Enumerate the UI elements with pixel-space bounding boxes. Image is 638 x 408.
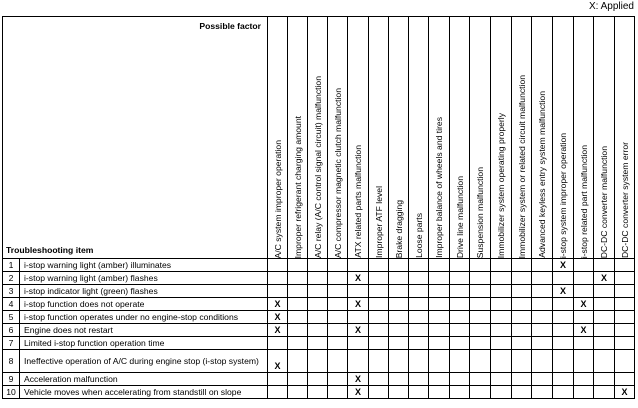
- row-number: 7: [3, 337, 20, 350]
- matrix-cell: [389, 373, 409, 386]
- applied-mark: X: [268, 324, 288, 337]
- matrix-cell: [470, 386, 491, 399]
- table-row: [3, 285, 635, 298]
- applied-mark: X: [348, 386, 369, 399]
- matrix-cell: [268, 373, 288, 386]
- factor-header-13: [512, 17, 532, 259]
- factor-label: Immobilizer system operating properly: [496, 112, 506, 258]
- table-row: [3, 311, 635, 324]
- matrix-cell: [553, 373, 574, 386]
- factor-label: Brake dragging: [393, 199, 404, 258]
- matrix-cell: [288, 259, 308, 272]
- matrix-cell: [328, 373, 348, 386]
- factor-header-7: [389, 17, 409, 259]
- factor-header-16: [574, 17, 594, 259]
- matrix-cell: [288, 285, 308, 298]
- factor-header-6: [369, 17, 389, 259]
- matrix-cell: [268, 259, 288, 272]
- factor-label: ATX related parts malfunction: [353, 145, 363, 258]
- matrix-cell: [491, 311, 512, 324]
- matrix-cell: [615, 285, 635, 298]
- row-number: 6: [3, 324, 20, 337]
- matrix-cell: [308, 272, 328, 285]
- matrix-cell: [450, 386, 470, 399]
- matrix-cell: [532, 337, 553, 350]
- matrix-cell: [574, 272, 594, 285]
- matrix-cell: [450, 324, 470, 337]
- matrix-cell: [348, 337, 369, 350]
- matrix-cell: [308, 259, 328, 272]
- applied-mark: X: [268, 311, 288, 324]
- matrix-cell: [328, 386, 348, 399]
- matrix-cell: [328, 298, 348, 311]
- matrix-cell: [470, 350, 491, 373]
- possible-factor-label: Possible factor: [199, 21, 261, 31]
- factor-label: Loose parts: [413, 213, 424, 258]
- matrix-cell: [470, 337, 491, 350]
- matrix-cell: [308, 311, 328, 324]
- matrix-cell: [553, 350, 574, 373]
- matrix-cell: [308, 373, 328, 386]
- matrix-cell: [491, 386, 512, 399]
- matrix-cell: [369, 373, 389, 386]
- matrix-cell: [553, 337, 574, 350]
- matrix-cell: [491, 324, 512, 337]
- matrix-cell: [574, 386, 594, 399]
- header-corner-cell: [3, 17, 268, 259]
- table-row: [3, 298, 635, 311]
- matrix-cell: [470, 324, 491, 337]
- matrix-cell: [615, 259, 635, 272]
- matrix-cell: [512, 259, 532, 272]
- row-number: 10: [3, 386, 20, 399]
- factor-header-11: [470, 17, 491, 259]
- matrix-cell: [594, 285, 615, 298]
- factor-label: DC-DC converter malfunction: [599, 145, 609, 258]
- matrix-cell: [470, 311, 491, 324]
- matrix-cell: [429, 386, 450, 399]
- matrix-cell: [574, 311, 594, 324]
- factor-label: i-stop related part malfunction: [578, 144, 589, 258]
- matrix-cell: [288, 337, 308, 350]
- matrix-cell: [532, 285, 553, 298]
- matrix-cell: [288, 272, 308, 285]
- matrix-cell: [594, 311, 615, 324]
- matrix-cell: [615, 298, 635, 311]
- factor-label: Suspension malfunction: [475, 166, 485, 258]
- matrix-cell: [369, 324, 389, 337]
- factor-header-14: [532, 17, 553, 259]
- matrix-cell: [409, 311, 429, 324]
- matrix-cell: [615, 373, 635, 386]
- matrix-cell: [553, 386, 574, 399]
- applied-mark: X: [594, 272, 615, 285]
- matrix-cell: [594, 337, 615, 350]
- matrix-cell: [594, 373, 615, 386]
- matrix-cell: [389, 285, 409, 298]
- applied-mark: X: [574, 298, 594, 311]
- matrix-cell: [308, 324, 328, 337]
- matrix-cell: [308, 285, 328, 298]
- troubleshooting-item: Acceleration malfunction: [20, 373, 268, 386]
- troubleshooting-item: i-stop function operates under no engine-stop conditions: [20, 311, 268, 324]
- matrix-cell: [328, 324, 348, 337]
- matrix-cell: [491, 272, 512, 285]
- factor-header-12: [491, 17, 512, 259]
- matrix-cell: [574, 350, 594, 373]
- row-number: 2: [3, 272, 20, 285]
- matrix-cell: [369, 311, 389, 324]
- row-number: 9: [3, 373, 20, 386]
- table-body: [3, 259, 635, 399]
- matrix-cell: [553, 311, 574, 324]
- matrix-cell: [409, 350, 429, 373]
- matrix-cell: [532, 350, 553, 373]
- row-number: 3: [3, 285, 20, 298]
- matrix-cell: [409, 337, 429, 350]
- matrix-cell: [429, 373, 450, 386]
- factor-label: DC-DC converter system error: [619, 141, 630, 258]
- matrix-cell: [369, 350, 389, 373]
- matrix-cell: [512, 311, 532, 324]
- matrix-cell: [328, 272, 348, 285]
- matrix-cell: [512, 386, 532, 399]
- matrix-cell: [532, 259, 553, 272]
- matrix-cell: [409, 324, 429, 337]
- matrix-cell: [450, 373, 470, 386]
- matrix-cell: [389, 259, 409, 272]
- matrix-cell: [348, 350, 369, 373]
- factor-header-17: [594, 17, 615, 259]
- applied-mark: X: [268, 298, 288, 311]
- factor-label: i-stop system improper operation: [558, 132, 568, 258]
- matrix-cell: [491, 350, 512, 373]
- applied-mark: X: [553, 259, 574, 272]
- matrix-cell: [328, 285, 348, 298]
- matrix-cell: [470, 298, 491, 311]
- factor-label: Immobilizer system or related circuit malfunction: [516, 74, 527, 258]
- matrix-cell: [512, 285, 532, 298]
- matrix-cell: [429, 337, 450, 350]
- matrix-cell: [574, 373, 594, 386]
- factor-label: A/C compressor magnetic clutch malfunction: [332, 87, 343, 258]
- matrix-cell: [532, 311, 553, 324]
- troubleshooting-item: Limited i-stop function operation time: [20, 337, 268, 350]
- matrix-cell: [594, 350, 615, 373]
- matrix-cell: [308, 350, 328, 373]
- factor-header-4: [328, 17, 348, 259]
- matrix-cell: [268, 272, 288, 285]
- factor-header-10: [450, 17, 470, 259]
- table-row: [3, 272, 635, 285]
- matrix-cell: [409, 272, 429, 285]
- table-row: [3, 324, 635, 337]
- factor-header-1: [268, 17, 288, 259]
- matrix-cell: [470, 373, 491, 386]
- matrix-cell: [288, 386, 308, 399]
- factor-header-3: [308, 17, 328, 259]
- matrix-cell: [450, 298, 470, 311]
- matrix-cell: [268, 337, 288, 350]
- legend-applied: X: Applied: [588, 1, 634, 12]
- matrix-cell: [429, 285, 450, 298]
- row-number: 1: [3, 259, 20, 272]
- factor-label: Improper ATF level: [373, 186, 384, 258]
- matrix-cell: [553, 272, 574, 285]
- matrix-cell: [594, 386, 615, 399]
- matrix-cell: [491, 337, 512, 350]
- applied-mark: X: [348, 298, 369, 311]
- row-number: 8: [3, 350, 20, 373]
- factor-label: Advanced keyless entry system malfunction: [537, 91, 547, 258]
- matrix-cell: [532, 373, 553, 386]
- applied-mark: X: [348, 272, 369, 285]
- matrix-cell: [308, 337, 328, 350]
- matrix-cell: [532, 298, 553, 311]
- matrix-cell: [574, 285, 594, 298]
- troubleshooting-item: i-stop function does not operate: [20, 298, 268, 311]
- matrix-cell: [429, 298, 450, 311]
- matrix-cell: [512, 324, 532, 337]
- matrix-cell: [389, 350, 409, 373]
- matrix-cell: [594, 298, 615, 311]
- applied-mark: X: [348, 324, 369, 337]
- matrix-cell: [288, 298, 308, 311]
- applied-mark: X: [553, 285, 574, 298]
- matrix-cell: [389, 386, 409, 399]
- matrix-cell: [308, 298, 328, 311]
- matrix-cell: [532, 386, 553, 399]
- table-row: [3, 386, 635, 399]
- matrix-cell: [491, 298, 512, 311]
- matrix-cell: [348, 311, 369, 324]
- matrix-cell: [369, 259, 389, 272]
- matrix-cell: [288, 373, 308, 386]
- matrix-cell: [470, 285, 491, 298]
- factor-label: Drive line malfunction: [454, 175, 465, 258]
- factor-label: A/C system improper operation: [272, 139, 283, 258]
- matrix-cell: [532, 324, 553, 337]
- matrix-cell: [328, 259, 348, 272]
- troubleshooting-matrix: [2, 16, 635, 399]
- matrix-cell: [369, 386, 389, 399]
- table-row: [3, 350, 635, 373]
- matrix-cell: [512, 337, 532, 350]
- matrix-cell: [450, 311, 470, 324]
- matrix-cell: [450, 285, 470, 298]
- applied-mark: X: [574, 324, 594, 337]
- troubleshooting-item-label: Troubleshooting item: [6, 245, 94, 255]
- troubleshooting-item: i-stop indicator light (green) flashes: [20, 285, 268, 298]
- matrix-cell: [369, 272, 389, 285]
- factor-label: Improper balance of wheels and tires: [434, 117, 444, 258]
- table-row: [3, 373, 635, 386]
- matrix-cell: [288, 311, 308, 324]
- matrix-cell: [409, 386, 429, 399]
- matrix-cell: [594, 259, 615, 272]
- factor-header-5: [348, 17, 369, 259]
- matrix-cell: [328, 311, 348, 324]
- matrix-cell: [389, 337, 409, 350]
- matrix-cell: [553, 298, 574, 311]
- matrix-cell: [369, 285, 389, 298]
- factor-label: Improper refrigerant charging amount: [292, 115, 303, 258]
- matrix-cell: [429, 324, 450, 337]
- matrix-cell: [429, 350, 450, 373]
- matrix-cell: [615, 350, 635, 373]
- factor-header-8: [409, 17, 429, 259]
- applied-mark: X: [615, 386, 635, 399]
- matrix-cell: [532, 272, 553, 285]
- matrix-cell: [615, 272, 635, 285]
- matrix-cell: [409, 298, 429, 311]
- matrix-cell: [450, 350, 470, 373]
- matrix-cell: [369, 298, 389, 311]
- matrix-cell: [328, 337, 348, 350]
- matrix-cell: [288, 324, 308, 337]
- matrix-cell: [553, 324, 574, 337]
- matrix-cell: [389, 272, 409, 285]
- matrix-cell: [389, 311, 409, 324]
- factor-header-15: [553, 17, 574, 259]
- matrix-cell: [470, 259, 491, 272]
- matrix-cell: [512, 373, 532, 386]
- matrix-cell: [288, 350, 308, 373]
- matrix-cell: [594, 324, 615, 337]
- matrix-cell: [268, 285, 288, 298]
- matrix-cell: [429, 259, 450, 272]
- troubleshooting-item: i-stop warning light (amber) illuminates: [20, 259, 268, 272]
- factor-header-9: [429, 17, 450, 259]
- troubleshooting-item: i-stop warning light (amber) flashes: [20, 272, 268, 285]
- matrix-cell: [409, 259, 429, 272]
- matrix-cell: [491, 259, 512, 272]
- matrix-cell: [409, 285, 429, 298]
- matrix-cell: [491, 373, 512, 386]
- matrix-cell: [512, 272, 532, 285]
- matrix-cell: [308, 386, 328, 399]
- matrix-cell: [450, 259, 470, 272]
- matrix-cell: [389, 324, 409, 337]
- row-number: 4: [3, 298, 20, 311]
- matrix-cell: [512, 350, 532, 373]
- troubleshooting-item: Vehicle moves when accelerating from standstill on slope: [20, 386, 268, 399]
- table-row: [3, 259, 635, 272]
- matrix-cell: [491, 285, 512, 298]
- matrix-cell: [574, 259, 594, 272]
- factor-header-2: [288, 17, 308, 259]
- factor-header-18: [615, 17, 635, 259]
- applied-mark: X: [268, 350, 288, 373]
- matrix-cell: [429, 311, 450, 324]
- matrix-cell: [369, 337, 389, 350]
- matrix-cell: [389, 298, 409, 311]
- matrix-cell: [429, 272, 450, 285]
- matrix-cell: [574, 337, 594, 350]
- matrix-cell: [450, 337, 470, 350]
- applied-mark: X: [348, 373, 369, 386]
- troubleshooting-item: Engine does not restart: [20, 324, 268, 337]
- row-number: 5: [3, 311, 20, 324]
- matrix-cell: [615, 324, 635, 337]
- matrix-cell: [470, 272, 491, 285]
- matrix-cell: [450, 272, 470, 285]
- matrix-cell: [409, 373, 429, 386]
- matrix-cell: [615, 311, 635, 324]
- header-row: [3, 17, 635, 259]
- matrix-cell: [615, 337, 635, 350]
- troubleshooting-item: Ineffective operation of A/C during engine stop (i-stop system): [20, 350, 268, 373]
- matrix-cell: [348, 285, 369, 298]
- factor-label: A/C relay (A/C control signal circuit) malfunction: [312, 76, 323, 258]
- matrix-cell: [512, 298, 532, 311]
- matrix-cell: [328, 350, 348, 373]
- matrix-cell: [268, 386, 288, 399]
- table-row: [3, 337, 635, 350]
- matrix-cell: [348, 259, 369, 272]
